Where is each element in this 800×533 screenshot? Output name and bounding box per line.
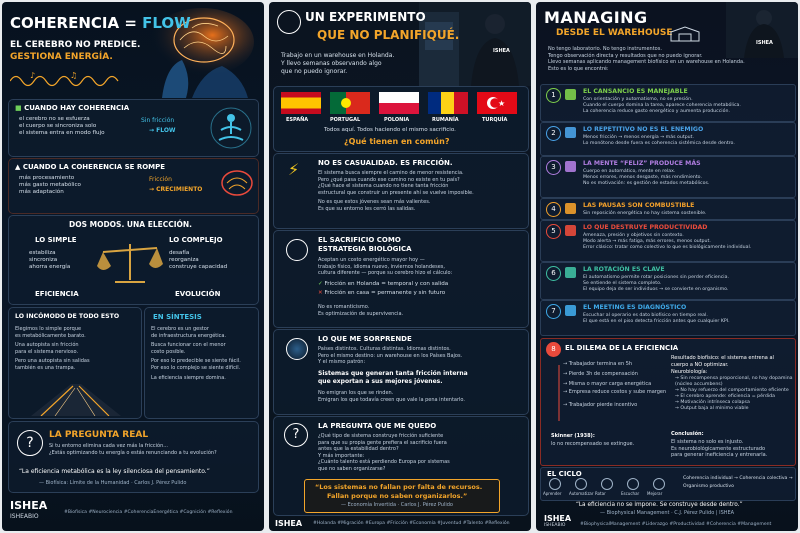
coherence-box <box>8 99 259 157</box>
friction-arrow: → CRECIMIENTO <box>149 186 203 193</box>
flow-label: Sin fricción <box>141 117 175 124</box>
quote-source: — Biophysical Management · C.J. Pérez Pulido | ISHEA <box>600 510 735 516</box>
item-icon <box>565 267 576 278</box>
synthesis-title: EN SÍNTESIS <box>153 313 202 321</box>
surprise-section <box>273 329 529 415</box>
item-title: LA ROTACIÓN ES CLAVE <box>583 266 665 273</box>
logo-sub: ISHEABIO <box>10 513 39 520</box>
break-list: más procesamiento más gasto metabólico más adaptación <box>19 175 81 196</box>
section-text: El sistema busca siempre el camino de menor resistencia. Pero ¿qué pasa cuando ese camino no existe en tu país? ¿Qué hace el sistema cuando no tiene tanta fricción estructural que construir un presente ahí se vuelve imposible. No es que estos jóvenes sean más valientes. Es que su entorno les cerró las salidas. <box>318 170 474 212</box>
question-icon: ? <box>17 430 43 456</box>
cycle-box <box>540 467 796 501</box>
question-section <box>273 416 529 516</box>
portugal-flag-icon <box>330 92 370 114</box>
list-item <box>540 300 796 336</box>
meditation-icon <box>209 106 253 150</box>
svg-text:♪: ♪ <box>30 71 36 80</box>
wave-icon <box>10 70 120 92</box>
item-icon <box>565 89 576 100</box>
item-text: Sin reposición energética no hay sistema sostenible. <box>583 211 707 216</box>
complex-title: LO COMPLEJO <box>169 236 223 244</box>
flag-label: PORTUGAL <box>330 117 361 123</box>
chain-list <box>563 359 666 410</box>
cycle-step-icon <box>653 478 665 490</box>
section-end: No es romanticismo. Es optimización de supervivencia. <box>318 304 404 317</box>
quote-box <box>304 479 500 513</box>
chain-step: → Trabajador pierde incentivo <box>563 401 638 408</box>
panel-managing <box>536 2 798 531</box>
quote-source: — Economía Invertida · Carlos J. Pérez Pulido <box>341 502 453 508</box>
page-title: UN EXPERIMENTO <box>305 10 426 24</box>
modes-title: DOS MODOS. UNA ELECCIÓN. <box>69 220 193 229</box>
cycle-step-label: Escuchar <box>621 491 640 496</box>
item-icon <box>565 127 576 138</box>
uncomfortable-title: LO INCÓMODO DE TODO ESTO <box>15 313 120 320</box>
brain-stress-icon <box>217 165 257 207</box>
cycle-step-label: Mejorar <box>647 491 663 496</box>
flags-box <box>273 86 529 152</box>
cycle-step-icon <box>575 478 587 490</box>
lightning-icon: ⚡ <box>288 160 300 179</box>
page-subtitle: DESDE EL WAREHOUSE <box>556 28 673 38</box>
skinner-text: lo no recompensado se extingue. <box>551 441 635 447</box>
list-item <box>540 198 796 220</box>
synthesis-text: El cerebro es un gestor de infraestructura energética. Busca funcionar con el menor costo posible. Por eso lo predecible se siente fácil. Por eso lo complejo se siente difícil. La eficiencia siempre domina. <box>151 326 241 381</box>
section-title: LA PREGUNTA QUE ME QUEDO <box>318 422 437 430</box>
sacrifice-section <box>273 230 529 328</box>
cycle-step-icon <box>549 478 561 490</box>
quote-source: — Biofísica: Límite de la Humanidad · Carlos J. Pérez Pulido <box>39 480 187 486</box>
section-end: No emigran los que se rinden. Emigran los que todavía creen que vale la pena intentarlo. <box>318 390 465 403</box>
list-item <box>540 84 796 122</box>
x-icon: ✕ <box>318 290 323 296</box>
number-badge: 5 <box>546 224 561 239</box>
section-bold: Sistemas que generan tanta fricción interna que exportan a sus mejores jóvenes. <box>318 370 468 385</box>
question-text: Si tu entorno elimina cada vez más la fricción... ¿Estás optimizando tu energía o estás renunciando a tu evolución? <box>49 443 217 456</box>
list-item <box>540 156 796 198</box>
poland-flag-icon <box>379 92 419 114</box>
quote-line: Fallan porque no saben organizarlos.” <box>327 492 468 500</box>
conclusion-text: El sistema no solo es injusto. Es neurobiológicamente estructurado para generar ineficiencia y entrenarla. <box>671 439 768 459</box>
item-icon <box>565 225 576 236</box>
simple-list: estabiliza sincroniza ahorra energía <box>29 250 71 271</box>
item-title: LO QUE DESTRUYE PRODUCTIVIDAD <box>583 224 708 231</box>
shirt-logo: ISHEA <box>756 40 773 46</box>
complex-list: desafía reorganiza construye capacidad <box>169 250 228 271</box>
cycle-title: EL CICLO <box>547 470 582 478</box>
cycle-result: Organismo productivo <box>683 484 734 489</box>
panel-experimento <box>269 2 531 531</box>
item-title: EL CANSANCIO ES MANEJABLE <box>583 88 688 95</box>
brain-outline-icon <box>277 10 301 34</box>
break-title: ▲ CUANDO LA COHERENCIA SE ROMPE <box>15 163 166 171</box>
neuro-title: Neurobiología: <box>671 369 708 375</box>
number-badge: 2 <box>546 126 561 141</box>
section-text: ¿Qué tipo de sistema construye fricción suficiente para que su propia gente prefiera el sacrificio fuera antes que la estabilidad dentro? Y más importante: ¿Cuánto talento está perdiendo Europa por sistemas que no saben organizarse? <box>318 433 450 472</box>
logo: ISHEA <box>275 519 303 528</box>
scale-icon <box>95 238 165 286</box>
number-badge: 1 <box>546 88 561 103</box>
chain-step: → Misma o mayor carga energética <box>563 381 652 387</box>
chain-step: → Empresa reduce costos y sube margen <box>563 389 667 395</box>
hashtags: #BiophysicalManagement #Liderazgo #Productividad #Coherencia #Management <box>580 522 772 527</box>
hashtags: #Holanda #Migración #Europa #Fricción #Economía #Juventud #Talento #Reflexión <box>313 521 510 526</box>
shirt-logo: ISHEA <box>493 48 510 54</box>
worker-photo <box>419 2 531 86</box>
warehouse-icon <box>670 26 700 42</box>
friction-label: Fricción <box>149 176 172 183</box>
logo: ISHEA <box>544 514 572 523</box>
check-temporal: ✓ Fricción en Holanda = temporal y con salida <box>318 281 449 287</box>
question-title: LA PREGUNTA REAL <box>49 430 149 440</box>
coherence-list: el cerebro no se esfuerza el cuerpo se sincroniza solo el sistema entra en modo flujo <box>19 116 105 137</box>
flag-label: POLONIA <box>384 117 410 123</box>
subtitle-2: GESTIONA ENERGÍA. <box>10 52 113 62</box>
section-title: ESTRATEGIA BIOLÓGICA <box>318 245 412 253</box>
evolution-label: EVOLUCIÓN <box>175 290 221 298</box>
quote: “La eficiencia no se impone. Se construye desde dentro.” <box>576 502 743 508</box>
cycle-step-icon <box>627 478 639 490</box>
cycle-step-label: Aprender <box>543 491 562 496</box>
section-title: NO ES CASUALIDAD. ES FRICCIÓN. <box>318 159 453 167</box>
result-title: Resultado biofísico: el sistema entrena al cuerpo a NO optimizar. <box>671 355 774 368</box>
chain-step: → Pierde 3h de compensación <box>563 371 638 377</box>
item-text: Menos fricción → menos energía → más output. Lo monótono desde fuera es coherencia sistémica desde dentro. <box>583 135 735 147</box>
item-title: EL MEETING ES DIAGNÓSTICO <box>583 304 687 311</box>
neuro-list: → Sin recompensa proporcional, no hay dopamina (núcleo accumbens) → No hay refuerzo del comportamiento eficiente → El cerebro aprende: eficiencia = pérdida → Motivación intrínseca colapsa → Output baja al mínimo viable <box>675 376 793 411</box>
question-box <box>8 421 259 493</box>
coherence-title: ■ CUANDO HAY COHERENCIA <box>15 104 130 112</box>
number-badge: 4 <box>546 202 561 217</box>
flag-label: ESPAÑA <box>286 117 309 123</box>
logo-sub: ISHEABIO <box>544 523 566 528</box>
item-text: Amenaza, presión y objetivos sin contexto. Modo alerta → más fatiga, más errores, menos output. Error clásico: tratar como colectivo lo que es biológicamente individual. <box>583 233 752 251</box>
globe-icon <box>286 338 308 360</box>
cycle-step-icon <box>601 478 613 490</box>
spain-flag-icon <box>281 92 321 114</box>
intro-text: No tengo laboratorio. No tengo instrumentos. Tengo observación directa y resultados que no puedo ignorar. Llevo semanas aplicando management biofísico en un warehouse en Holanda. Esto es lo que encontré: <box>548 46 745 72</box>
highway-image <box>11 380 139 416</box>
list-item <box>540 122 796 156</box>
svg-text:★: ★ <box>498 99 506 108</box>
conclusion-title: Conclusión: <box>671 431 704 437</box>
hashtags: #Biofísica #Neurociencia #CoherenciaEnergética #Cognición #Reflexión <box>64 510 233 515</box>
logo: ISHEA <box>10 499 48 512</box>
intro-text: Trabajo en un warehouse en Holanda. Y llevo semanas observando algo que no puedo ignorar. <box>281 52 395 75</box>
flag-label: RUMANÍA <box>432 117 459 123</box>
cycle-result: Coherencia individual → Coherencia colectiva → <box>683 476 793 481</box>
romania-flag-icon <box>428 92 468 114</box>
common-question: ¿Qué tienen en común? <box>344 137 450 146</box>
svg-text:♫: ♫ <box>70 71 78 80</box>
chain-step: → Trabajador termina en 5h <box>563 361 633 367</box>
cycle-step-label: Rotar <box>595 491 606 496</box>
number-badge: 7 <box>546 304 561 319</box>
efficiency-label: EFICIENCIA <box>35 290 79 298</box>
list-item <box>540 262 796 300</box>
modes-box <box>8 215 259 305</box>
skinner-title: Skinner (1938): <box>551 433 595 439</box>
synthesis-box <box>144 307 259 419</box>
page-title: MANAGING <box>544 8 648 27</box>
section-title: LO QUE ME SORPRENDE <box>318 335 412 343</box>
turkey-flag-icon <box>477 92 517 114</box>
quote: “La eficiencia metabólica es la ley silenciosa del pensamiento.” <box>19 468 210 475</box>
flag-label: TURQUÍA <box>482 117 508 123</box>
number-badge: 3 <box>546 160 561 175</box>
brain-outline-icon <box>286 239 308 261</box>
subtitle-1: EL CEREBRO NO PREDICE. <box>10 40 141 50</box>
simple-title: LO SIMPLE <box>35 236 77 244</box>
dilemma-box <box>540 338 796 466</box>
panel-coherencia <box>2 2 264 531</box>
item-text: El automatismo permite rotar posiciones sin perder eficiencia. Se entiende el sistema completo. El equipo deja de ser individuos → se convierte en organismo. <box>583 275 729 293</box>
cycle-step-label: Automatizar <box>569 491 594 496</box>
item-title: LA MENTE “FELIZ” PRODUCE MÁS <box>583 160 701 167</box>
item-icon <box>565 161 576 172</box>
check-icon: ■ <box>15 104 22 112</box>
quote-line: “Los sistemas no fallan por falta de recursos. <box>315 483 483 491</box>
item-text: Cuerpo en automático, mente en relax. Menos errores, menos desgaste, más rendimiento. No es motivación: es gestión de estados metabólicos. <box>583 169 710 187</box>
same-sacrifice: Todos aquí. Todos haciendo el mismo sacrificio. <box>324 127 456 133</box>
uncomfortable-box <box>8 307 142 419</box>
number-badge: 8 <box>546 342 561 357</box>
section-text: Países distintos. Culturas distintas. Idiomas distintos. Pero el mismo destino: un warehouse en los Países Bajos. Y el mismo patrón: <box>318 346 463 366</box>
friction-section <box>273 153 529 229</box>
dilemma-title: EL DILEMA DE LA EFICIENCIA <box>565 344 679 352</box>
break-box <box>8 158 259 214</box>
section-text: Aceptan un costo energético mayor hoy — trabajo físico, idioma nuevo, inviernos holandeses, cultura diferente — porque su cerebro hizo el cálculo: <box>318 257 453 277</box>
question-icon: ? <box>284 423 308 447</box>
item-icon <box>565 305 576 316</box>
page-subtitle: QUE NO PLANIFIQUÉ. <box>317 28 460 42</box>
item-text: Escuchar al operario es dato biofísico en tiempo real. El que está en el piso detecta fricción antes que cualquier KPI. <box>583 313 730 325</box>
list-item <box>540 220 796 262</box>
item-title: LAS PAUSAS SON COMBUSTIBLE <box>583 202 695 209</box>
number-badge: 6 <box>546 266 561 281</box>
check-icon: ✓ <box>318 281 323 287</box>
page-title: COHERENCIA = FLOW <box>10 14 191 32</box>
check-permanent: ✕ Fricción en casa = permanente y sin futuro <box>318 290 446 296</box>
item-title: LO REPETITIVO NO ES EL ENEMIGO <box>583 126 704 133</box>
flow-arrow: → FLOW <box>149 127 176 134</box>
item-text: Con orientación y automatismo, no se presión. Cuando el cuerpo domina la tarea, aparece coherencia metabólica. La coherencia reduce gasto energético y aumenta producción. <box>583 97 741 115</box>
section-title: EL SACRIFICIO COMO <box>318 236 401 244</box>
uncomfortable-text: Elegimos lo simple porque es metabólicamente barato. Una autopista sin fricción para el sistema nervioso. Pero una autopista sin salidas también es una trampa. <box>15 326 90 371</box>
item-icon <box>565 203 576 214</box>
